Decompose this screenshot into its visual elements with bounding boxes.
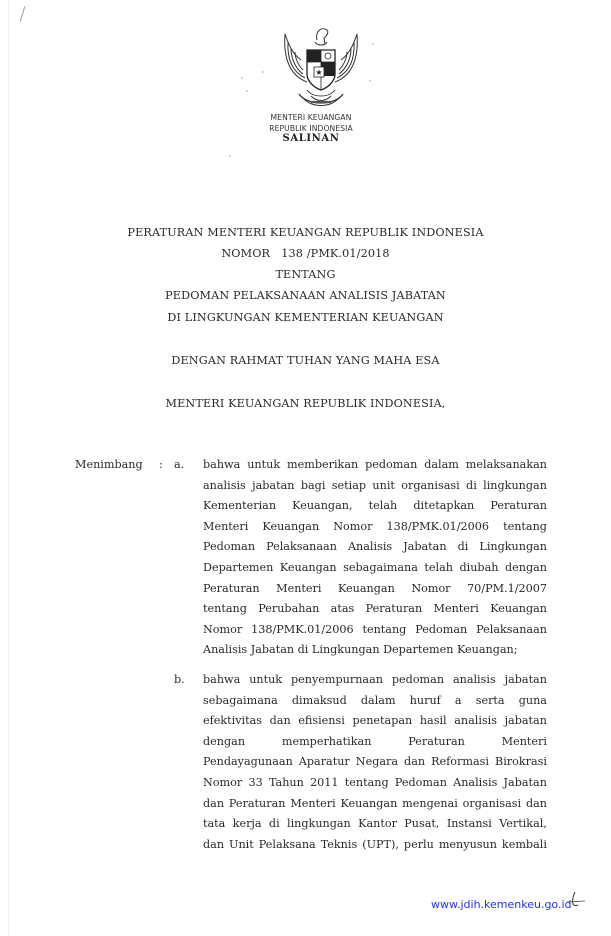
- salinan-stamp: SALINAN: [282, 133, 340, 144]
- text-line: Nomor 33 Tahun 2011 tentang Pedoman Analisis Jabatan: [203, 775, 547, 789]
- paraf-signature-icon: [565, 890, 587, 912]
- scan-speck: [246, 90, 248, 92]
- menimbang-colon: :: [159, 458, 163, 471]
- pen-mark: [20, 6, 26, 22]
- invocation: DENGAN RAHMAT TUHAN YANG MAHA ESA: [171, 354, 440, 367]
- text-line: Kementerian Keuangan, telah ditetapkan Peraturan: [203, 499, 547, 513]
- scan-speck: [241, 77, 243, 79]
- text-line: sebagaimana dimaksud dalam huruf a serta guna: [203, 693, 547, 707]
- issuer: MENTERI KEUANGAN REPUBLIK INDONESIA,: [165, 397, 446, 410]
- text-line: Pendayagunaan Aparatur Negara dan Reformasi Birokrasi: [203, 755, 547, 769]
- letterhead-line-1: MENTERI KEUANGAN: [270, 113, 352, 122]
- menimbang-label: Menimbang: [75, 458, 143, 471]
- text-line: efektivitas dan efisiensi penetapan hasil analisis jabatan: [203, 714, 547, 728]
- jdih-website-link[interactable]: www.jdih.kemenkeu.go.id: [431, 898, 572, 911]
- text-line: Departemen Keuangan sebagaimana telah diubah dengan: [203, 560, 547, 574]
- garuda-emblem-icon: [277, 20, 365, 112]
- text-line: Menteri Keuangan Nomor 138/PMK.01/2006 tentang: [203, 519, 547, 533]
- scan-speck: [229, 155, 231, 157]
- svg-text:★: ★: [315, 68, 323, 77]
- text-line: tentang Perubahan atas Peraturan Menteri Keuangan: [203, 602, 547, 616]
- text-line: dengan memperhatikan Peraturan Menteri: [203, 734, 547, 748]
- item-marker-a: a.: [174, 458, 185, 471]
- regulation-title: PERATURAN MENTERI KEUANGAN REPUBLIK INDONESIA: [127, 226, 484, 239]
- regulation-subject-line-2: DI LINGKUNGAN KEMENTERIAN KEUANGAN: [167, 311, 444, 324]
- scan-speck: [262, 71, 264, 73]
- text-line: tata kerja di lingkungan Kantor Pusat, Instansi Vertikal,: [203, 817, 547, 831]
- scan-edge: [8, 0, 9, 936]
- scan-speck: [372, 43, 374, 45]
- text-line: bahwa untuk penyempurnaan pedoman analisis jabatan: [203, 673, 547, 686]
- text-line: bahwa untuk memberikan pedoman dalam melaksanakan: [203, 458, 547, 471]
- letterhead-line-2: REPUBLIK INDONESIA: [269, 124, 353, 133]
- regulation-number: NOMOR 138 /PMK.01/2018: [221, 247, 390, 260]
- text-line: Peraturan Menteri Keuangan Nomor 70/PM.1/2007: [203, 581, 547, 595]
- regulation-subject-line-1: PEDOMAN PELAKSANAAN ANALISIS JABATAN: [165, 289, 446, 302]
- text-line: dan Unit Pelaksana Teknis (UPT), perlu menyusun kembali: [203, 837, 547, 851]
- title-tentang: TENTANG: [275, 268, 336, 281]
- considering-item-a: [203, 455, 547, 661]
- text-line: Analisis Jabatan di Lingkungan Departemen Keuangan;: [203, 643, 518, 657]
- text-line: analisis jabatan bagi setiap unit organisasi di lingkungan: [203, 478, 547, 492]
- considering-item-b: [203, 670, 547, 855]
- text-line: Nomor 138/PMK.01/2006 tentang Pedoman Pelaksanaan: [203, 622, 547, 636]
- text-line: dan Peraturan Menteri Keuangan mengenai organisasi dan: [203, 796, 547, 810]
- scan-speck: [369, 80, 371, 82]
- text-line: Pedoman Pelaksanaan Analisis Jabatan di Lingkungan: [203, 540, 547, 554]
- item-marker-b: b.: [174, 673, 185, 686]
